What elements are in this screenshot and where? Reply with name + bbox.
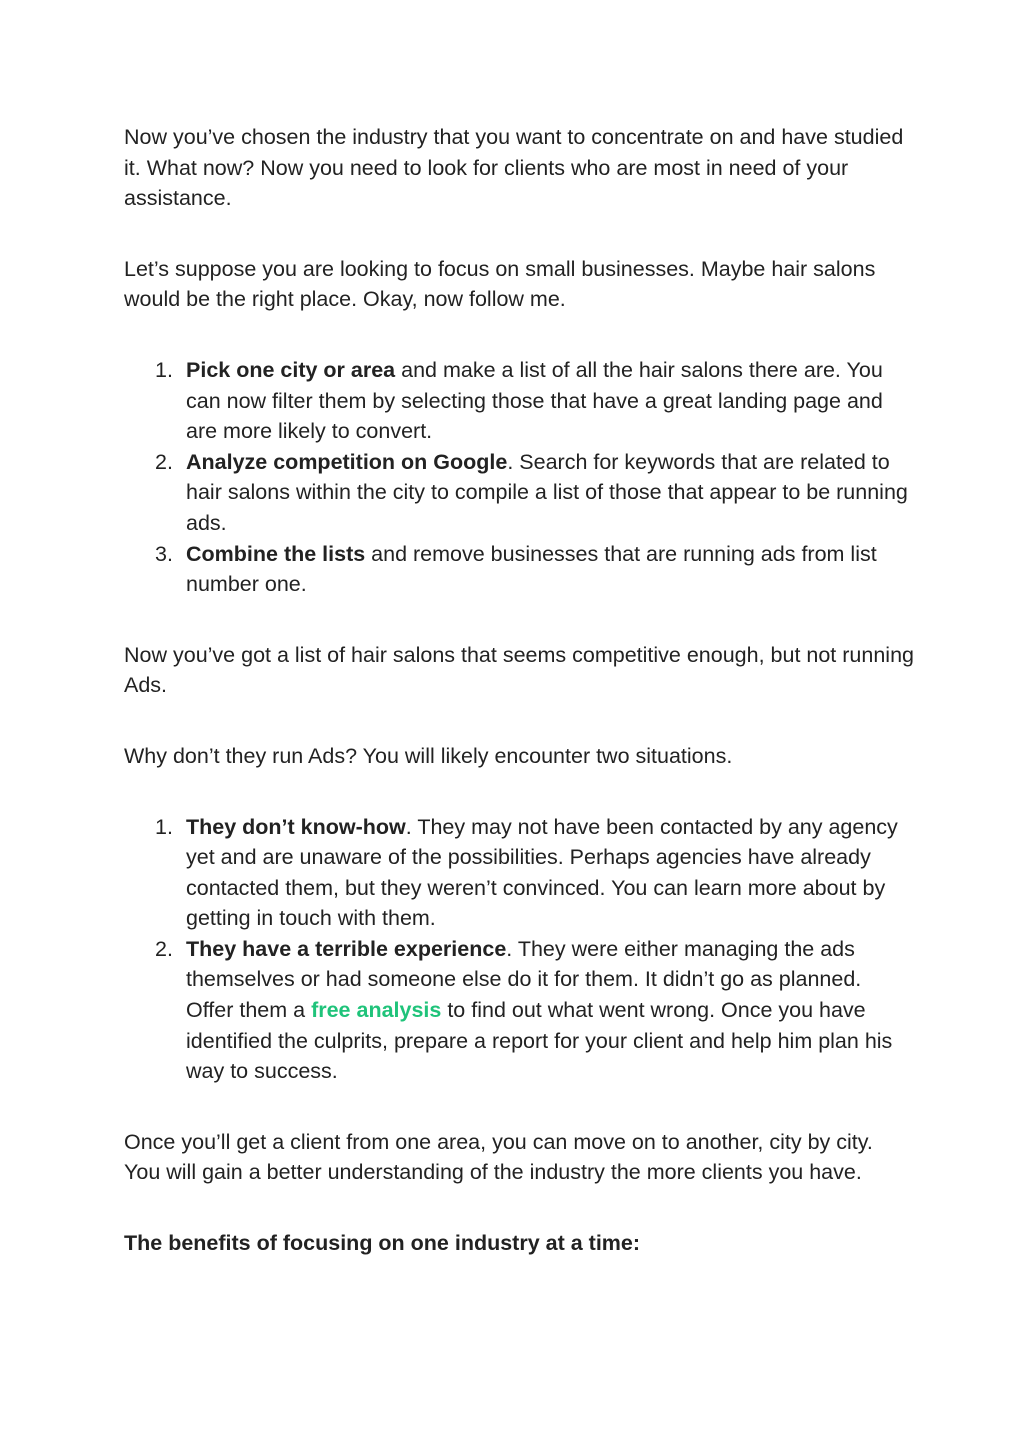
list-item-bold: Pick one city or area	[186, 357, 396, 382]
free-analysis-link[interactable]: free analysis	[311, 998, 442, 1023]
list-item-text: to find out what went wrong. Once you have identified the culprits, prepare a report for your client and help him plan his way to success.	[186, 998, 893, 1084]
list-item-text: and remove businesses that are running ads from list number one.	[186, 541, 877, 597]
list-item	[124, 539, 914, 600]
paragraph-intro: Now you’ve chosen the industry that you want to concentrate on and have studied it. What now? Now you need to look for clients who are most in need of your assistance.	[124, 125, 904, 211]
section-heading: The benefits of focusing on one industry at a time:	[124, 1231, 641, 1256]
list-item-text: . Search for keywords that are related to hair salons within the city to compile a list of those that appear to be running ads.	[186, 449, 908, 535]
list-item-text: and make a list of all the hair salons there are. You can now filter them by selecting those that have a great landing page and are more likely to convert.	[186, 357, 883, 444]
list-item-number: 2.	[155, 936, 173, 961]
steps-list	[124, 355, 914, 600]
document-page	[124, 122, 914, 1259]
list-item	[124, 934, 914, 1087]
list-item-text: . They were either managing the ads themselves or had someone else do it for them. It didn’t go as planned. Offer them a	[186, 936, 862, 1023]
list-item	[124, 447, 914, 539]
list-item-bold: They don’t know-how	[186, 814, 406, 839]
paragraph-competitive: Now you’ve got a list of hair salons that seems competitive enough, but not running Ads.	[124, 642, 914, 698]
list-item-text: . They may not have been contacted by any agency yet and are unaware of the possibilities. Perhaps agencies have already contacted them, but they weren’t convinced. You can learn more about by getting in touch with them.	[186, 814, 898, 931]
list-item-number: 2.	[155, 449, 173, 474]
paragraph-suppose: Let’s suppose you are looking to focus on small businesses. Maybe hair salons would be the right place. Okay, now follow me.	[124, 256, 876, 312]
list-item-bold: Analyze competition on Google	[186, 449, 508, 474]
paragraph-city-by-city: Once you’ll get a client from one area, you can move on to another, city by city. You will gain a better understanding of the industry the more clients you have.	[124, 1129, 873, 1185]
list-item-number: 3.	[155, 541, 173, 566]
list-item-number: 1.	[155, 814, 173, 839]
list-item-bold: Combine the lists	[186, 541, 366, 566]
list-item	[124, 355, 914, 447]
list-item	[124, 812, 914, 934]
paragraph-why: Why don’t they run Ads? You will likely encounter two situations.	[124, 743, 733, 768]
situations-list	[124, 812, 914, 1087]
list-item-bold: They have a terrible experience	[186, 936, 507, 961]
list-item-number: 1.	[155, 357, 173, 382]
